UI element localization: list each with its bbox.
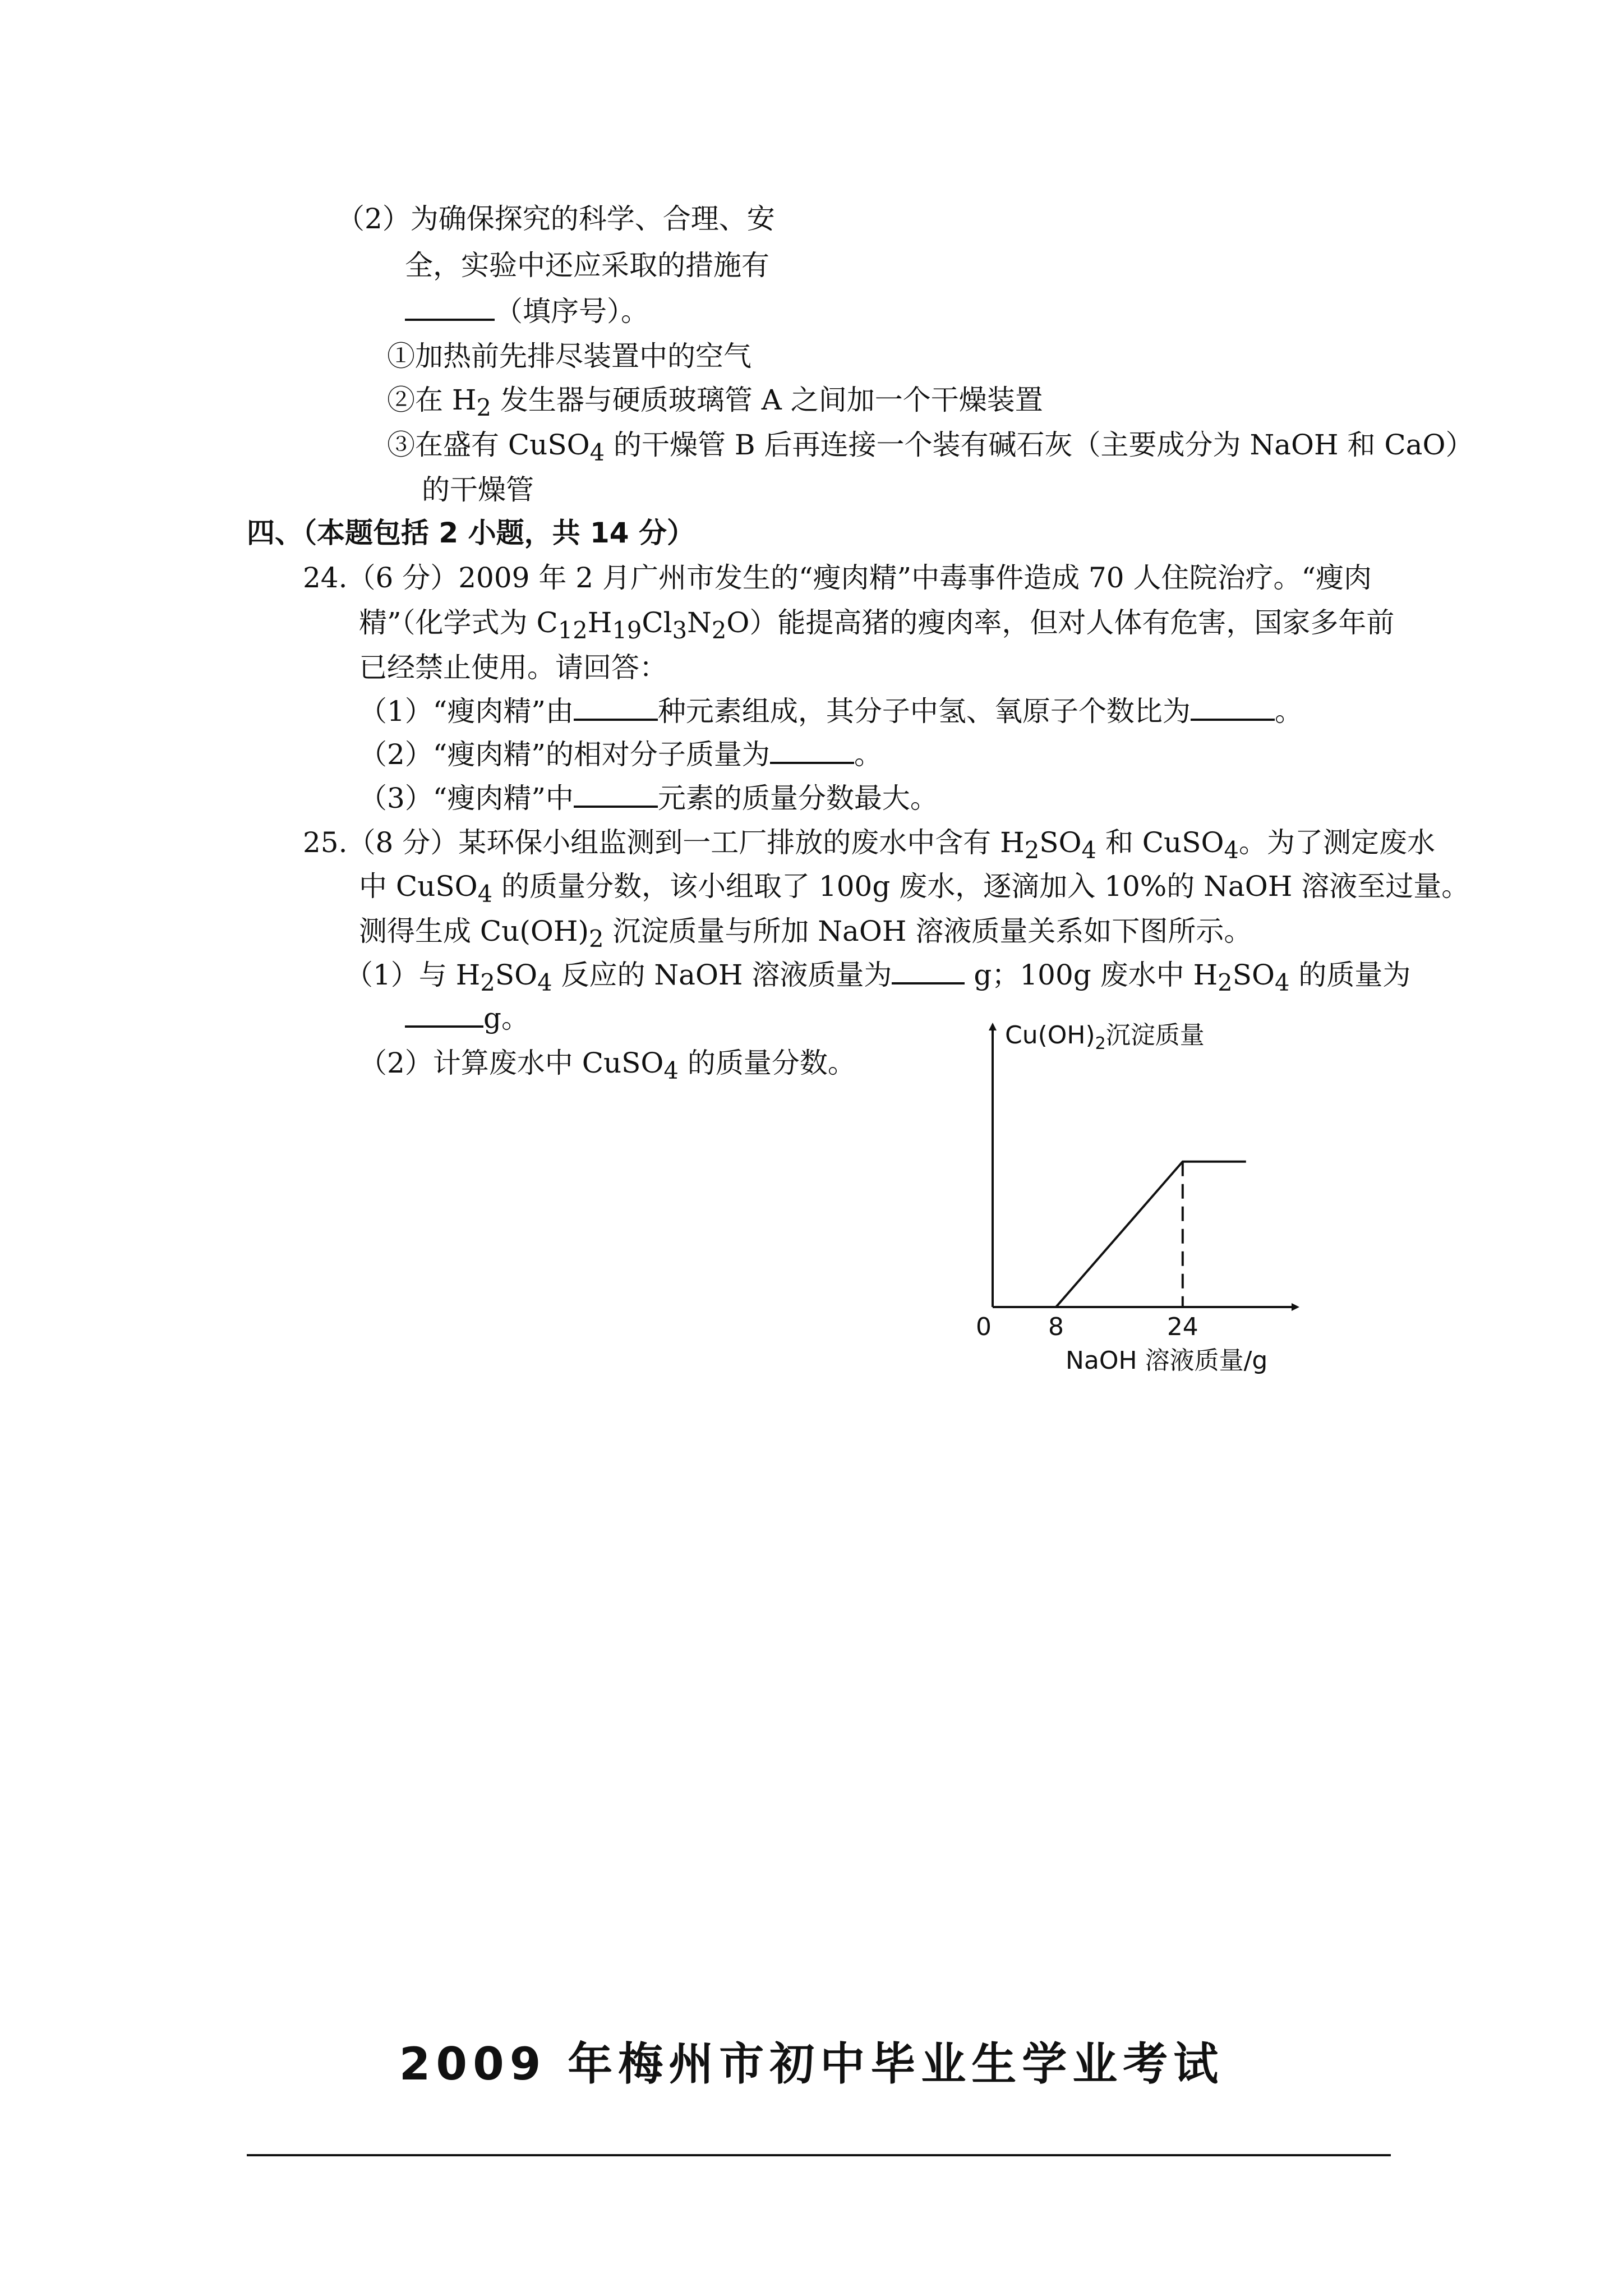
series-line bbox=[993, 1162, 1246, 1307]
q23-option2: ②在 $H_2$ 发生器与硬质玻璃管 A 之间加一个干燥装置 bbox=[387, 384, 1043, 421]
y-axis-label: $Cu(OH)_2$沉淀质量 bbox=[1005, 1021, 1205, 1053]
precipitate-mass-graph bbox=[953, 1010, 1335, 1391]
footer-rule bbox=[247, 2154, 1391, 2156]
q24-line3: 已经禁止使用。请回答： bbox=[359, 651, 667, 684]
exam-title: 2009 年梅州市初中毕业生学业考试 bbox=[399, 2038, 1224, 2090]
answer-blank[interactable] bbox=[405, 295, 495, 321]
q23-part2-line2: 全，实验中还应采取的措施有 bbox=[405, 249, 769, 282]
q23-option1: ①加热前先排尽装置中的空气 bbox=[387, 340, 751, 372]
q24-part2: （2）“瘦肉精”的相对分子质量为 。 bbox=[359, 738, 882, 771]
section-heading: 四、（本题包括 2 小题，共 14 分） bbox=[247, 517, 695, 549]
answer-blank[interactable] bbox=[574, 782, 658, 808]
x-tick-label: 24 bbox=[1166, 1313, 1198, 1341]
origin-label: 0 bbox=[976, 1313, 992, 1341]
q25-part1-line2: g。 bbox=[405, 1001, 529, 1035]
answer-blank[interactable] bbox=[1191, 695, 1275, 721]
q23-option3: ③在盛有 CuSO$_4$ 的干燥管 B 后再连接一个装有碱石灰（主要成分为 NaOH 和 CaO） bbox=[387, 429, 1474, 466]
answer-blank[interactable] bbox=[770, 738, 854, 764]
q24-line1: 24.（6 分）2009 年 2 月广州市发生的“瘦肉精”中毒事件造成 70 人住院治疗。“瘦肉 bbox=[303, 562, 1372, 594]
answer-blank[interactable] bbox=[892, 959, 965, 984]
q24-line2: 精”（化学式为 $C_{12}H_{19}Cl_3N_2O$）能提高猪的瘦肉率，但对人体有危害，国家多年前 bbox=[359, 606, 1395, 644]
q24-part3: （3）“瘦肉精”中 元素的质量分数最大。 bbox=[359, 782, 938, 815]
q25-part2: （2）计算废水中 CuSO$_4$ 的质量分数。 bbox=[359, 1047, 856, 1084]
x-tick-label: 8 bbox=[1048, 1313, 1064, 1341]
q25-line2: 中 CuSO$_4$ 的质量分数，该小组取了 100g 废水，逐滴加入 10%的 NaOH 溶液至过量。 bbox=[359, 870, 1470, 908]
answer-blank[interactable] bbox=[405, 1002, 483, 1028]
q25-line3: 测得生成 $Cu(OH)_2$ 沉淀质量与所加 NaOH 溶液质量关系如下图所示。 bbox=[359, 915, 1252, 953]
x-axis-label: NaOH 溶液质量/g bbox=[1066, 1346, 1268, 1375]
q23-part2-line1: （2）为确保探究的科学、合理、安 bbox=[336, 203, 775, 235]
q25-part1: （1）与 $H_2SO_4$ 反应的 NaOH 溶液质量为 g；100g 废水中 $H_2SO_4$ 的质量为 bbox=[345, 959, 1411, 996]
answer-blank[interactable] bbox=[574, 695, 658, 721]
q23-part2-line3: （填序号）。 bbox=[405, 295, 649, 328]
q23-option3-line2: 的干燥管 bbox=[422, 473, 534, 506]
q25-line1: 25.（8 分）某环保小组监测到一工厂排放的废水中含有 $H_2SO_4$ 和 CuSO$_4$。为了测定废水 bbox=[303, 826, 1436, 864]
q24-part1: （1）“瘦肉精”由 种元素组成，其分子中氢、氧原子个数比为 。 bbox=[359, 695, 1303, 728]
